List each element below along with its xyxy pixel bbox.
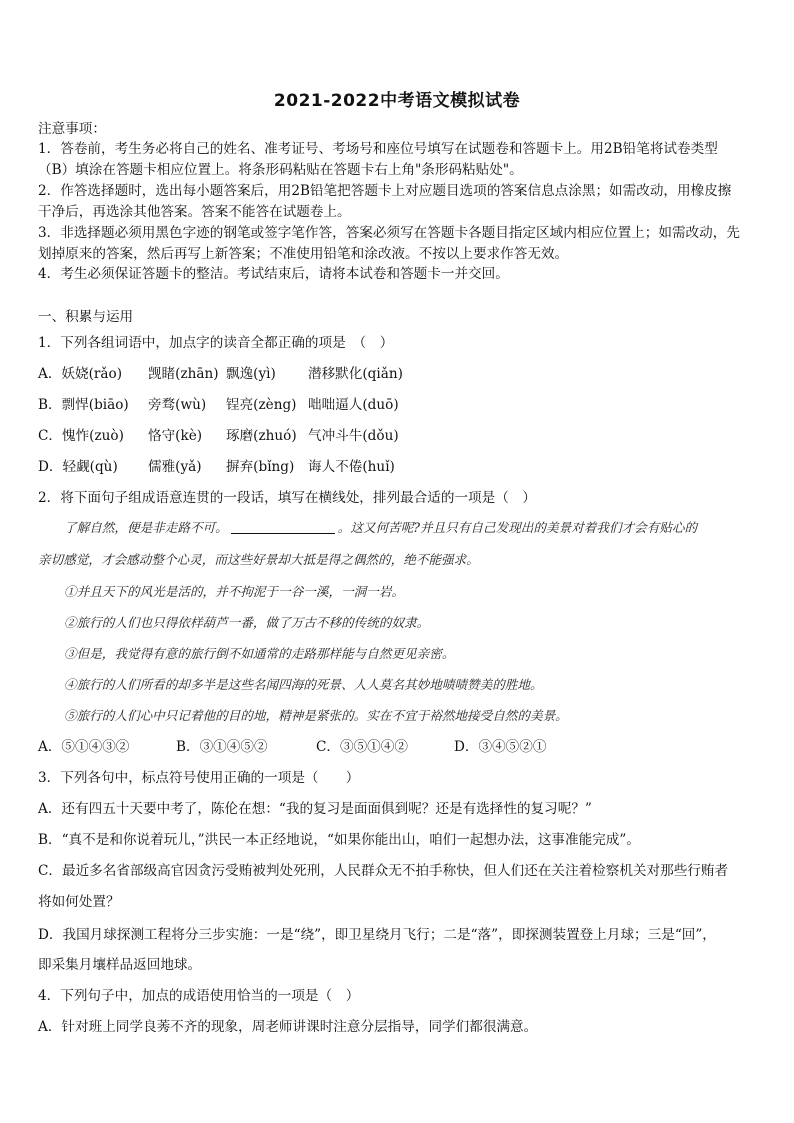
option-word: A．妖娆(rǎo) bbox=[38, 366, 122, 382]
option-word: 觊睹(zhān) bbox=[148, 366, 219, 382]
question-3-option-d-cont: 即采集月壤样品返回地球。 bbox=[38, 957, 202, 973]
question-4-option-a: A．针对班上同学良莠不齐的现象，周老师讲课时注意分层指导，同学们都很满意。 bbox=[38, 1019, 538, 1035]
option-d: D．③④⑤②① bbox=[454, 739, 547, 755]
question-2-item: ③但是，我觉得有意的旅行倒不如通常的走路那样能与自然更见亲密。 bbox=[64, 646, 455, 661]
option-word: 飘逸(yì) bbox=[226, 366, 276, 382]
question-3-stem: 3．下列各句中，标点符号使用正确的一项是（ ） bbox=[38, 770, 360, 786]
question-3-option-a: A．还有四五十天要中考了，陈伦在想：“我的复习是面面俱到呢？还是有选择性的复习呢？” bbox=[38, 801, 592, 817]
passage-text: 了解自然，便是非走路不可。 bbox=[64, 520, 228, 535]
answer-blank bbox=[231, 519, 335, 534]
option-word: C．愧怍(zuò) bbox=[38, 428, 124, 444]
question-3-option-b: B．“真不是和你说着玩儿，”洪民一本正经地说，“如果你能出山，咱们一起想办法，这事准能完成”。 bbox=[38, 832, 640, 848]
notice-line: 干净后，再选涂其他答案。答案不能答在试题卷上。 bbox=[38, 204, 351, 220]
option-word: D．轻觑(qù) bbox=[38, 459, 118, 475]
question-2-item: ④旅行的人们所看的却多半是这些名闻四海的死景、人人莫名其妙地啧啧赞美的胜地。 bbox=[64, 677, 543, 692]
option-word: 恪守(kè) bbox=[148, 428, 203, 444]
question-1-option-c bbox=[38, 426, 760, 446]
question-1-option-d bbox=[38, 457, 760, 477]
question-2-passage bbox=[64, 518, 764, 538]
notice-heading: 注意事项： bbox=[38, 121, 106, 137]
notice-line: 4．考生必须保证答题卡的整洁。考试结束后，请将本试卷和答题卡一并交回。 bbox=[38, 266, 509, 282]
question-3-option-d: D．我国月球探测工程将分三步实施：一是“绕”，即卫星绕月飞行；二是“落”，即探测装置登上月球；三是“回”， bbox=[38, 927, 716, 943]
question-2-item: ①并且天下的风光是活的，并不拘泥于一谷一溪，一洞一岩。 bbox=[64, 584, 405, 599]
option-word: 锃亮(zèng) bbox=[226, 397, 297, 413]
notice-line: 3．非选择题必须用黑色字迹的钢笔或签字笔作答，答案必须写在答题卡各题目指定区域内相应位置上；如需改动，先 bbox=[38, 225, 740, 241]
question-3-option-c: C．最近多名省部级高官因贪污受贿被判处死刑，人民群众无不拍手称快，但人们还在关注着检察机关对那些行贿者 bbox=[38, 863, 729, 879]
question-2-stem: 2．将下面句子组成语意连贯的一段话，填写在横线处，排列最合适的一项是（ ） bbox=[38, 490, 537, 506]
question-2-passage-cont: 亲切感觉，才会感动整个心灵，而这些好景却大抵是得之偶然的，绝不能强求。 bbox=[38, 552, 479, 567]
option-word: 琢磨(zhuó) bbox=[226, 428, 297, 444]
question-2-options bbox=[38, 737, 760, 757]
question-2-item: ⑤旅行的人们心中只记着他的目的地，精神是紧张的。实在不宜于裕然地接受自然的美景。 bbox=[64, 708, 568, 723]
question-1-option-a bbox=[38, 364, 760, 384]
option-word: 摒弃(bǐng) bbox=[226, 459, 295, 475]
notice-line: 1．答卷前，考生务必将自己的姓名、准考证号、考场号和座位号填写在试题卷和答题卡上。用2B铅笔将试卷类型 bbox=[38, 141, 718, 157]
option-word: 咄咄逼人(duō) bbox=[308, 397, 399, 413]
option-c: C．③⑤①④② bbox=[316, 739, 408, 755]
section-heading: 一、积累与运用 bbox=[38, 309, 134, 325]
option-word: 诲人不倦(huǐ) bbox=[308, 459, 395, 475]
notice-line: 2．作答选择题时，选出每小题答案后，用2B铅笔把答题卡上对应题目选项的答案信息点涂黑；如需改动，用橡皮擦 bbox=[38, 183, 732, 199]
option-word: B．剽悍(biāo) bbox=[38, 397, 129, 413]
option-word: 气冲斗牛(dǒu) bbox=[308, 428, 399, 444]
question-2-item: ②旅行的人们也只得依样葫芦一番，做了万古不移的传统的奴隶。 bbox=[64, 615, 430, 630]
notice-line: （B）填涂在答题卡相应位置上。将条形码粘贴在答题卡右上角"条形码粘贴处"。 bbox=[38, 162, 523, 178]
notice-line: 划掉原来的答案，然后再写上新答案；不准使用铅笔和涂改液。不按以上要求作答无效。 bbox=[38, 246, 569, 262]
option-b: B．③①④⑤② bbox=[176, 739, 268, 755]
question-1-stem: 1．下列各组词语中，加点字的读音全都正确的项是 （ ） bbox=[38, 335, 394, 351]
question-3-option-c-cont: 将如何处置？ bbox=[38, 894, 120, 910]
passage-text: 。这又何苦呢?并且只有自己发现出的美景对着我们才会有贴心的 bbox=[337, 520, 698, 535]
page-title: 2021-2022中考语文模拟试卷 bbox=[273, 91, 521, 111]
question-4-stem: 4．下列句子中，加点的成语使用恰当的一项是（ ） bbox=[38, 988, 360, 1004]
question-1-option-b bbox=[38, 395, 760, 415]
option-word: 潜移默化(qiǎn) bbox=[308, 366, 403, 382]
option-word: 儒雅(yǎ) bbox=[148, 459, 202, 475]
option-a: A．⑤①④③② bbox=[38, 739, 130, 755]
option-word: 旁骛(wù) bbox=[148, 397, 207, 413]
